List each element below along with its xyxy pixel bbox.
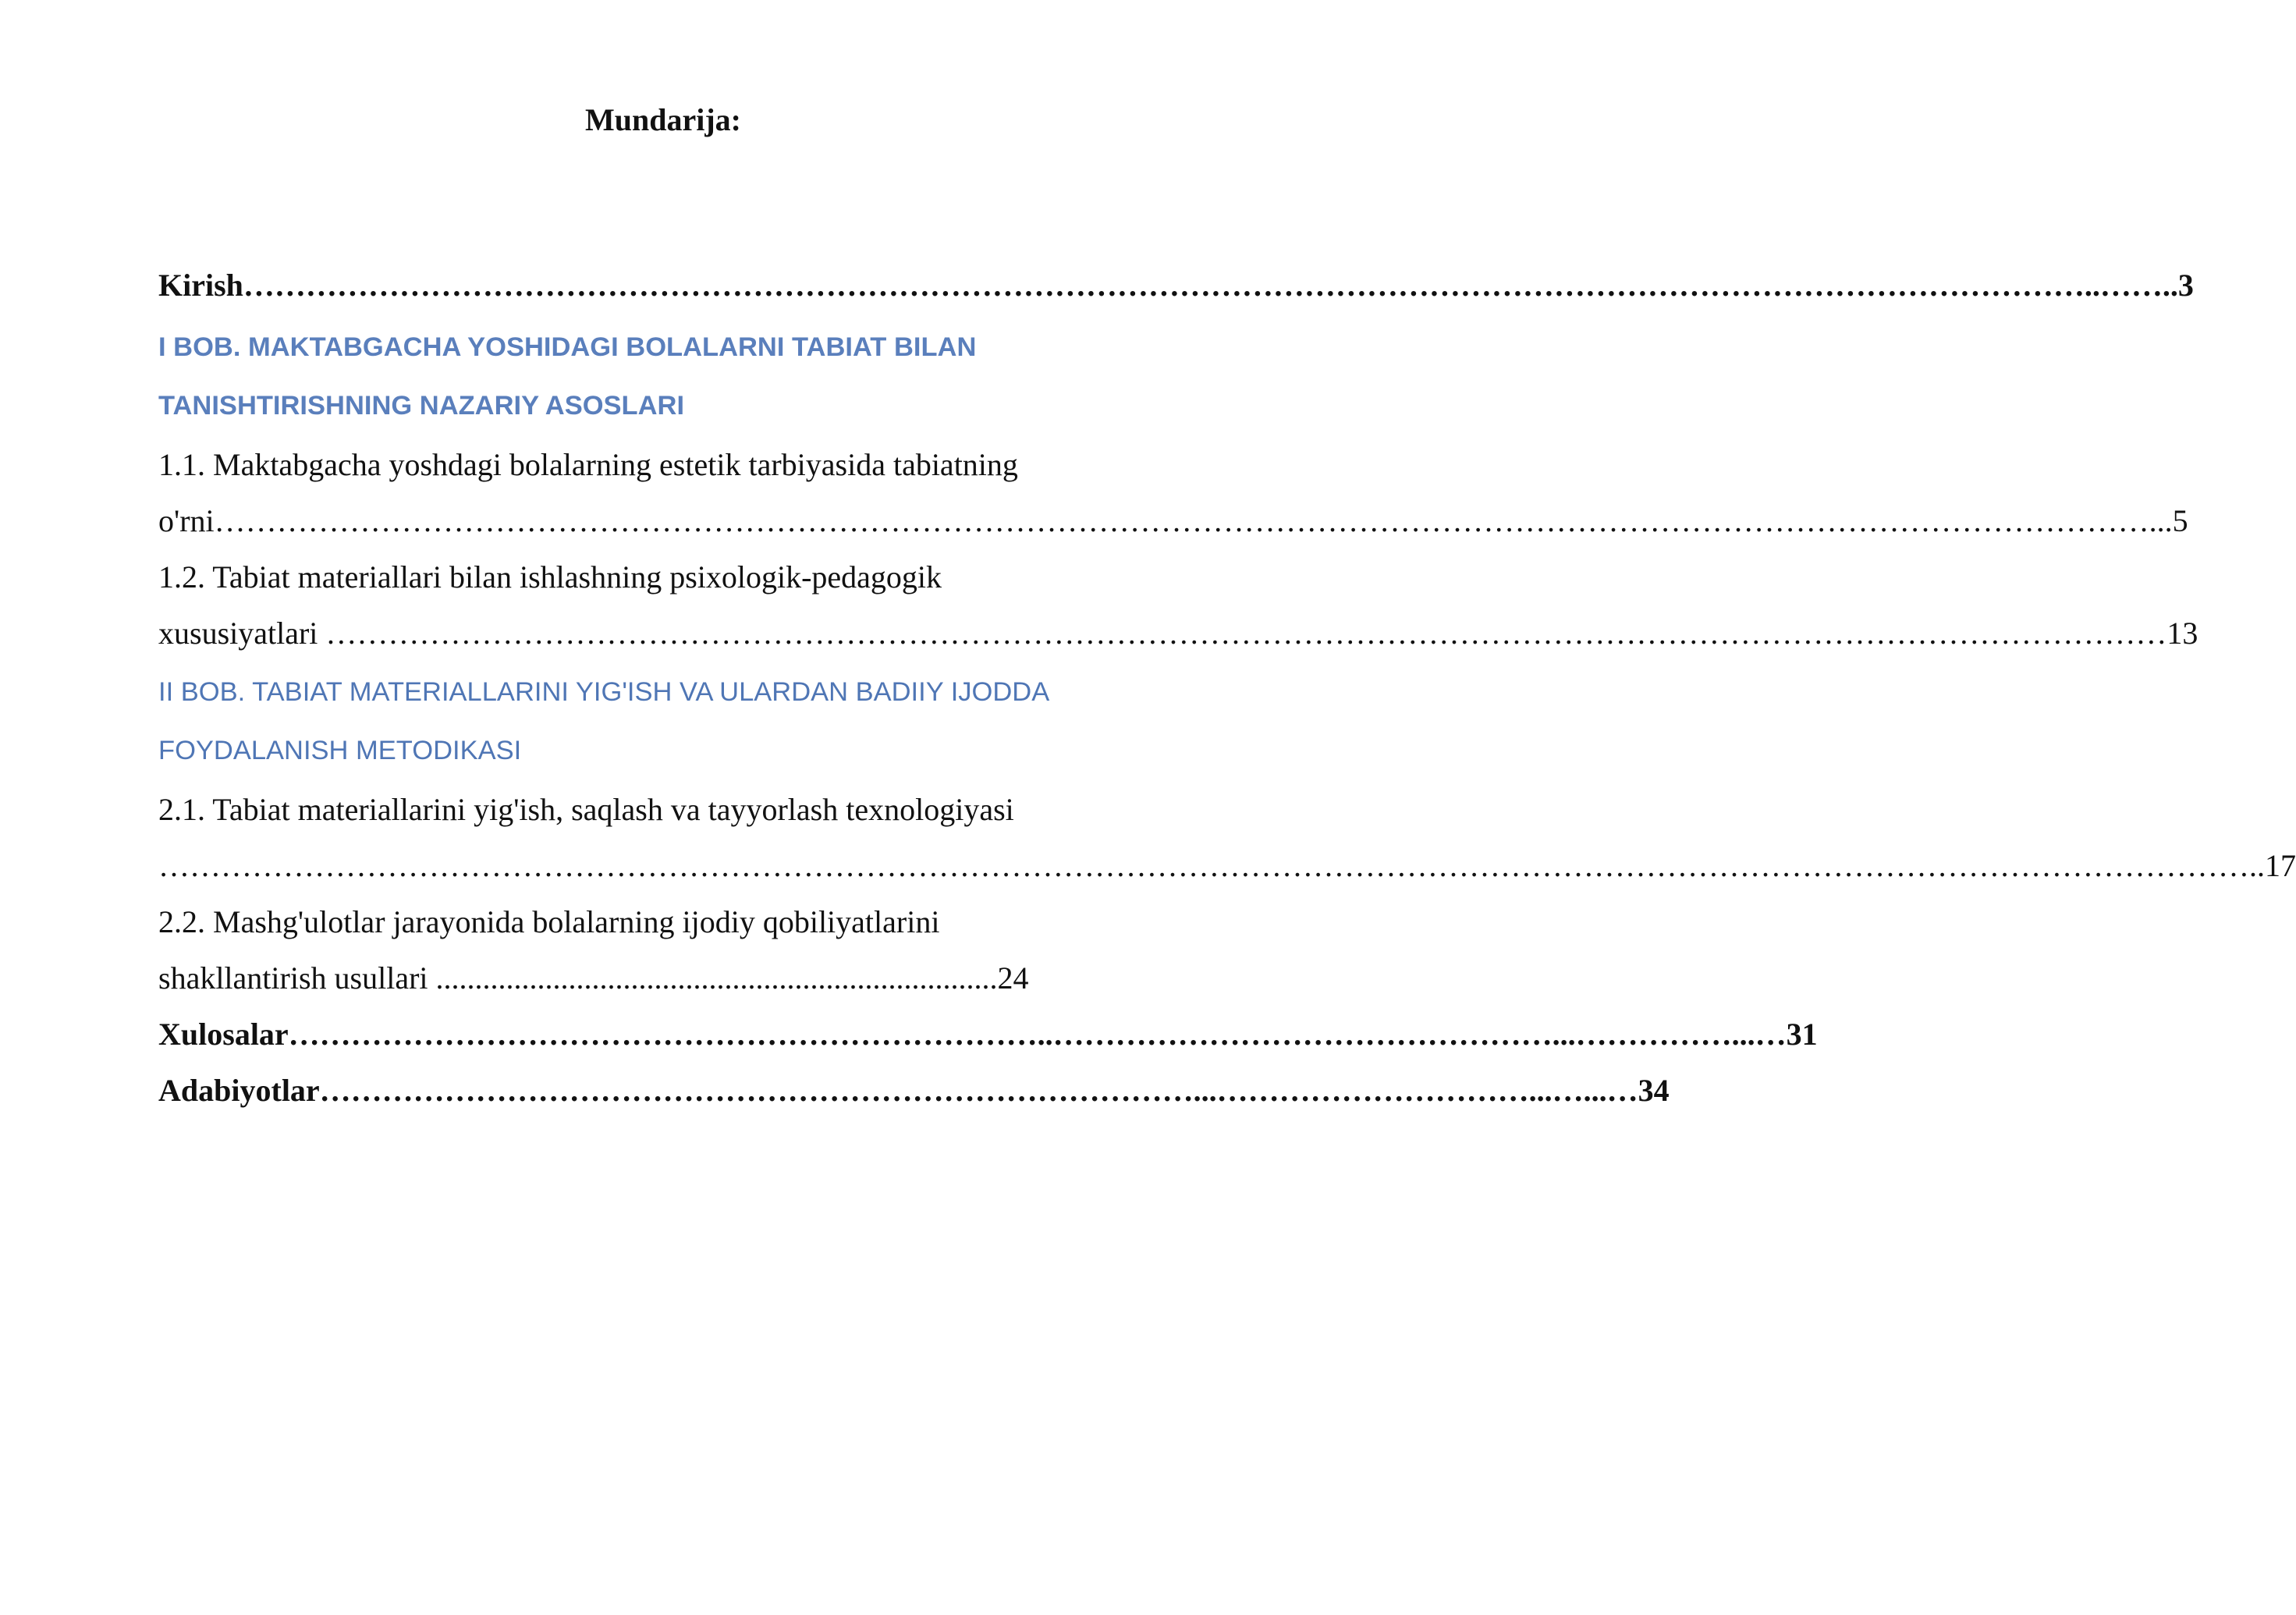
toc-chapter-2-line-2: FOYDALANISH METODIKASI xyxy=(158,736,522,765)
toc-chapter-2-line-1: II BOB. TABIAT MATERIALLARINI YIG'ISH VA ULARDAN BADIIY IJODDA xyxy=(158,677,1050,707)
page-title: Mundarija: xyxy=(585,102,741,137)
toc-chapter-1-line-1: I BOB. MAKTABGACHA YOSHIDAGI BOLALARNI TABIAT BILAN xyxy=(158,332,977,362)
toc-section-1-1-line-1: 1.1. Maktabgacha yoshdagi bolalarning estetik tarbiyasida tabiatning xyxy=(158,447,1018,482)
toc-section-2-2-line-2: shakllantirish usullari ........................................................................24 xyxy=(158,960,1029,996)
toc-item-xulosalar: Xulosalar………………………………………………………………..…………………………………………...……………...…31 xyxy=(158,1017,1818,1052)
toc-section-2-1-line-2: …………………………………………………………………………………………………………………………………………………………………………………..17 xyxy=(158,848,2296,883)
toc-item-adabiyotlar: Adabiyotlar…………………………………………………………………………...…………………………...…...…34 xyxy=(158,1073,1670,1108)
toc-section-2-2-line-1: 2.2. Mashg'ulotlar jarayonida bolalarning ijodiy qobiliyatlarini xyxy=(158,904,940,939)
toc-section-1-1-line-2: o'rni……………………………………………………………………………………………………………………………………………………………………...5 xyxy=(158,503,2188,538)
toc-section-1-2-line-2: xususiyatlari ……………………………………………………………………………………………………………………………………………………………13 xyxy=(158,616,2198,651)
toc-section-1-2-line-1: 1.2. Tabiat materiallari bilan ishlashning psixologik-pedagogik xyxy=(158,559,942,595)
toc-section-2-1-line-1: 2.1. Tabiat materiallarini yig'ish, saqlash va tayyorlash texnologiyasi xyxy=(158,792,1014,827)
toc-chapter-1-line-2: TANISHTIRISHNING NAZARIY ASOSLARI xyxy=(158,391,685,421)
toc-item-kirish: Kirish……………………………………………………………………………………………………………………………………………………………..……..3 xyxy=(158,268,2194,303)
